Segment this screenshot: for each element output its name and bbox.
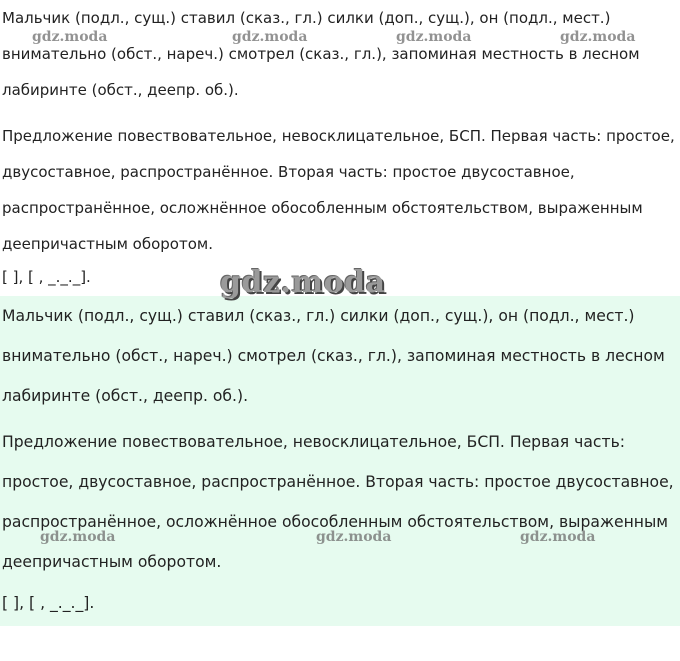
watermark: gdz.moda: [232, 29, 308, 45]
watermark: gdz.moda: [40, 529, 116, 545]
watermark: gdz.moda: [396, 29, 472, 45]
sentence-analysis: Предложение повествовательное, невосклицательное, БСП. Первая часть: простое, двусоставное, распространённое. Вторая часть: простое двусоставное, распространённое, осложнённое обособленным обстоятельством, выраженным деепричастным оборотом.: [2, 127, 675, 253]
sentence-analysis: Предложение повествовательное, невосклицательное, БСП. Первая часть: простое, двусоставное, распространённое. Вторая часть: простое двусоставное, распространённое, осложнённое обособленным обстоятельством, выраженным деепричастным оборотом.: [2, 433, 674, 571]
watermark: gdz.moda: [560, 29, 636, 45]
watermark: gdz.moda: [32, 29, 108, 45]
sentence-scheme: [ ], [ , _._._].: [2, 594, 95, 612]
watermark: gdz.moda: [520, 529, 596, 545]
watermark: gdz.moda: [316, 529, 392, 545]
watermark-large: gdz.moda: [220, 265, 386, 300]
parsed-sentence: Мальчик (подл., сущ.) ставил (сказ., гл.) силки (доп., сущ.), он (подл., мест.) внимательно (обст., нареч.) смотрел (сказ., гл.), запоминая местность в лесном лабиринте (обст., деепр. об.).: [2, 307, 665, 405]
answer-block-2: [0, 296, 680, 626]
sentence-scheme: [ ], [ , _._._].: [2, 268, 91, 286]
parsed-sentence: Мальчик (подл., сущ.) ставил (сказ., гл.) силки (доп., сущ.), он (подл., мест.) внимательно (обст., нареч.) смотрел (сказ., гл.), запоминая местность в лесном лабиринте (обст., деепр. об.).: [2, 9, 640, 99]
